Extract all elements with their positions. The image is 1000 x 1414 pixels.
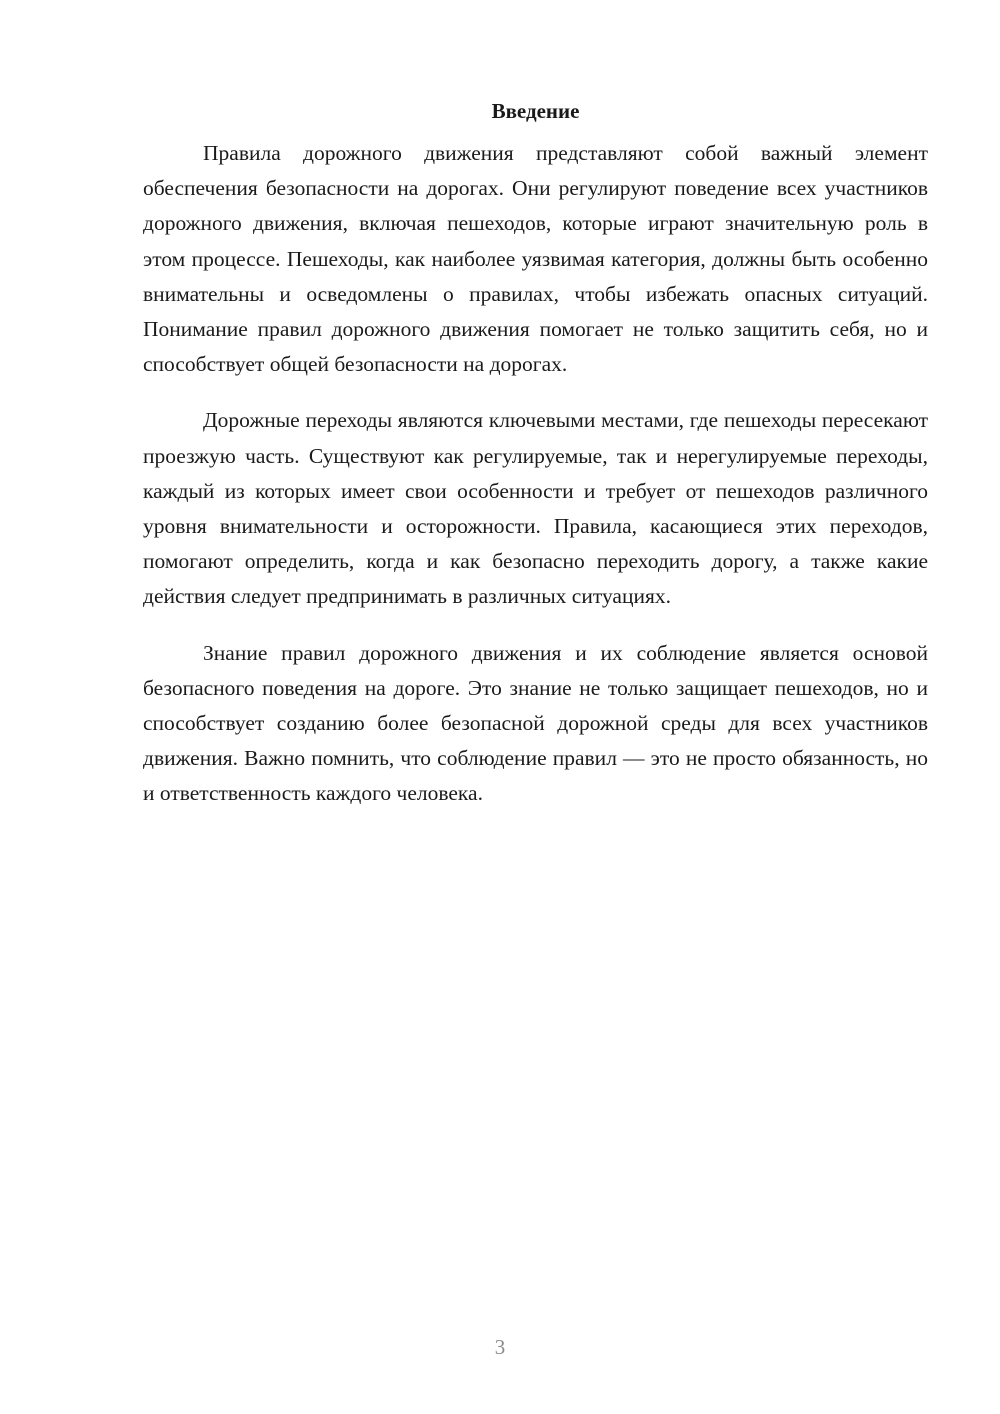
paragraph-2: Дорожные переходы являются ключевыми местами, где пешеходы пересекают проезжую часть. Существуют как регулируемые, так и нерегулируемые переходы, каждый из которых имеет свои особенности и требует от пешеходов различного уровня внимательности и осторожности. Правила, касающиеся этих переходов, помогают определить, когда и как безопасно переходить дорогу, а также какие действия следует предпринимать в различных ситуациях. (143, 408, 928, 609)
section-title: Введение (491, 99, 580, 123)
paragraph-1: Правила дорожного движения представляют собой важный элемент обеспечения безопасности на дорогах. Они регулируют поведение всех участников дорожного движения, включая пешеходов, которые играют значительную роль в этом процессе. Пешеходы, как наиболее уязвимая категория, должны быть особенно внимательны и осведомлены о правилах, чтобы избежать опасных ситуаций. Понимание правил дорожного движения помогает не только защитить себя, но и способствует общей безопасности на дорогах. (143, 141, 928, 377)
page-number: 3 (494, 1335, 506, 1359)
paragraph-3: Знание правил дорожного движения и их соблюдение является основой безопасного поведения на дороге. Это знание не только защищает пешеходов, но и способствует созданию более безопасной дорожной среды для всех участников движения. Важно помнить, что соблюдение правил — это не просто обязанность, но и ответственность каждого человека. (143, 640, 928, 806)
page-content (143, 96, 928, 833)
